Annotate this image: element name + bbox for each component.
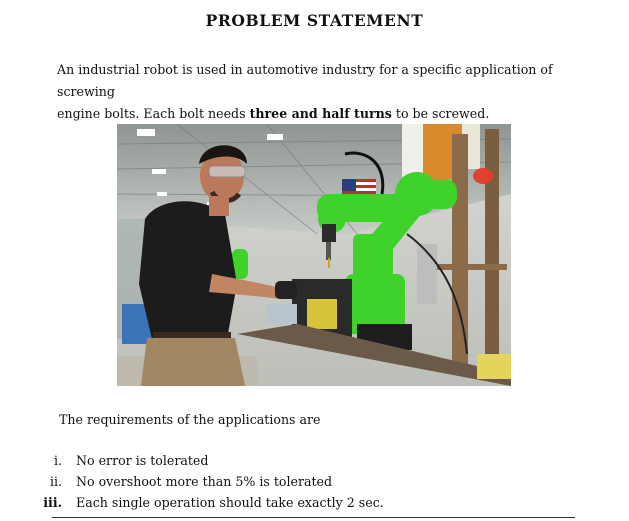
intro-line-2 — [57, 103, 587, 125]
robot-photo — [117, 124, 511, 386]
requirement-number: iii. — [43, 495, 62, 510]
requirements-intro: The requirements of the applications are — [59, 412, 321, 427]
bottom-divider — [52, 517, 575, 518]
intro-line-2-emphasis: three and half turns — [249, 106, 392, 121]
intro-paragraph — [57, 59, 587, 125]
requirement-number: i. — [53, 453, 62, 468]
requirement-text: No error is tolerated — [76, 453, 209, 468]
page-title: PROBLEM STATEMENT — [205, 11, 424, 30]
requirement-number: ii. — [49, 474, 62, 489]
robot-photo-illustration — [117, 124, 511, 386]
requirement-text: No overshoot more than 5% is tolerated — [76, 474, 333, 489]
intro-line-2-prefix: engine bolts. Each bolt needs — [57, 106, 250, 121]
intro-line-1: An industrial robot is used in automotive industry for a specific application of screwing — [57, 62, 553, 99]
intro-line-2-suffix: to be screwed. — [391, 106, 490, 121]
requirement-text: Each single operation should take exactly 2 sec. — [76, 495, 384, 510]
